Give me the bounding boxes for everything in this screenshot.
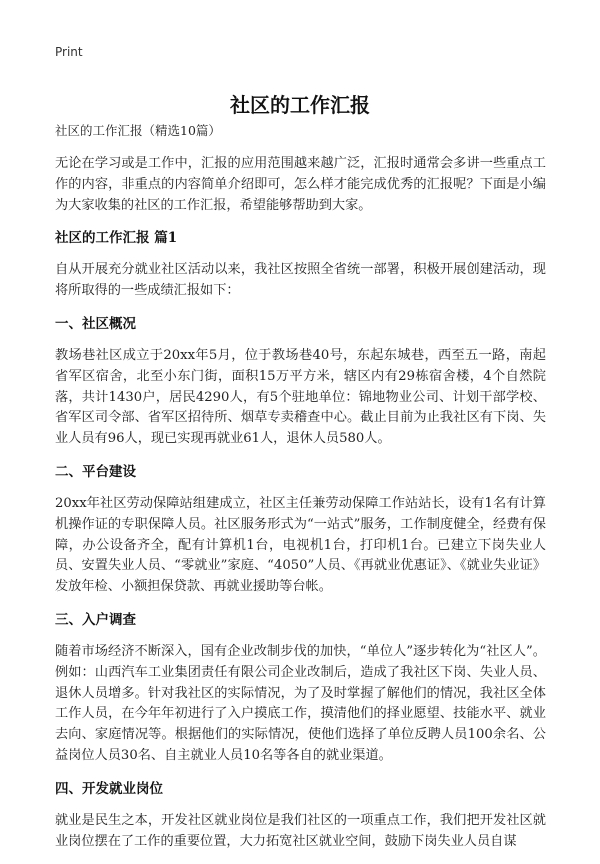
intro-paragraph: 无论在学习或是工作中，汇报的应用范围越来越广泛，汇报时通常会多讲一些重点工作的内容，非重点的内容简单介绍即可，怎么样才能完成优秀的汇报呢？下面是小编为大家收集的社区的工作汇报，希望能够帮助到大家。: [55, 156, 546, 213]
section-paragraph: 就业是民生之本，开发社区就业岗位是我们社区的一项重点工作，我们把开发社区就业岗位摆在了工作的重要位置，大力拓宽社区就业空间，鼓励下岗失业人员自谋: [55, 812, 546, 849]
section-heading: 四、开发就业岗位: [55, 780, 163, 797]
article-intro-paragraph: 自从开展充分就业社区活动以来，我社区按照全省统一部署，积极开展创建活动，现将所取得的一些成绩汇报如下：: [55, 262, 546, 299]
section-heading: 二、平台建设: [55, 463, 136, 480]
section-paragraph: 教场巷社区成立于20xx年5月，位于教场巷40号，东起东城巷，西至五一路，南起省军区宿舍，北至小东门街，面积15万平方米，辖区内有29栋宿舍楼，4个自然院落，共计1430户，居民4290人，有5个驻地单位：锦地物业公司、计划干部学校、省军区司令部、省军区招待所、烟草专卖稽查中心。截止目前为止我社区有下岗、失业人员有96人，现已实现再就业61人，退休人员580人。: [55, 347, 546, 447]
article-heading: 社区的工作汇报 篇1: [55, 230, 178, 247]
section-paragraph: 随着市场经济不断深入，国有企业改制步伐的加快，“单位人”逐步转化为“社区人”。例如：山西汽车工业集团责任有限公司企业改制后，造成了我社区下岗、失业人员、退休人员增多。针对我社区的实际情况，为了及时掌握了解他们的情况，我社区全体工作人员，在今年年初进行了入户摸底工作，摸清他们的择业愿望、技能水平、就业去向、家庭情况等。根据他们的实际情况，使他们选择了单位反聘人员100余名、公益岗位人员30名、自主就业人员10名等各自的就业渠道。: [55, 643, 546, 763]
print-link[interactable]: Print: [55, 45, 83, 59]
page-title: 社区的工作汇报: [230, 93, 370, 118]
article-body: [55, 116, 546, 864]
document-subtitle: 社区的工作汇报（精选10篇）: [55, 123, 221, 138]
section-paragraph: 20xx年社区劳动保障站组建成立，社区主任兼劳动保障工作站站长，设有1名有计算机操作证的专职保障人员。社区服务形式为“一站式”服务，工作制度健全，经费有保障，办公设备齐全，配有计算机1台，电视机1台，打印机1台。已建立下岗失业人员、安置失业人员、“零就业”家庭、“4050”人员、《再就业优惠证》、《就业失业证》发放年检、小额担保贷款、再就业援助等台帐。: [55, 495, 546, 595]
section-heading: 一、社区概况: [55, 315, 136, 332]
section-heading: 三、入户调查: [55, 611, 136, 628]
